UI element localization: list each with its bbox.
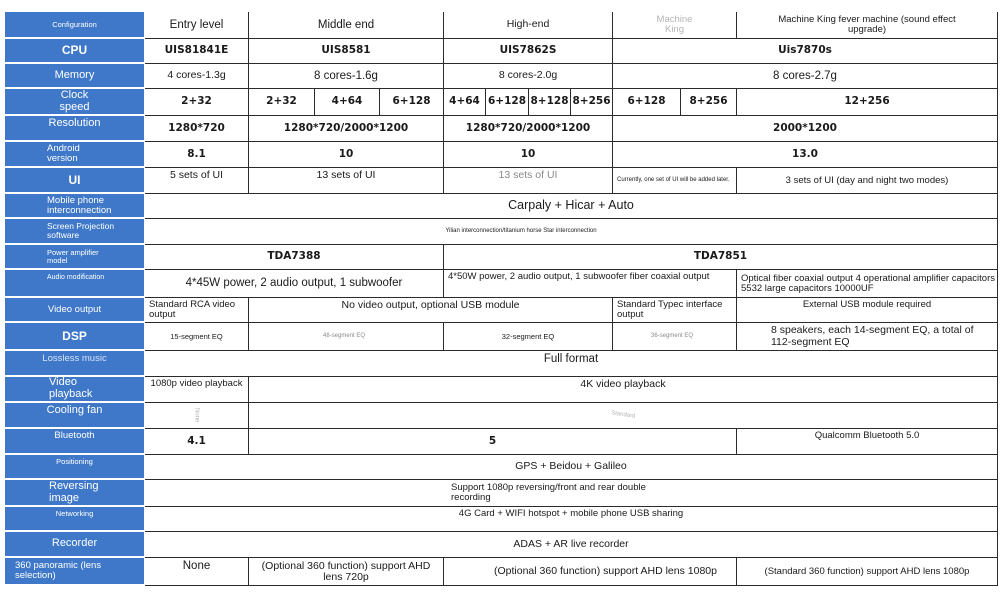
panoramic-high: (Optional 360 function) support AHD lens 1080p <box>444 558 737 586</box>
clock-value: 8+256 <box>571 89 613 116</box>
label-mobile-interconnection: Mobile phone interconnection <box>5 194 145 219</box>
screen-projection-value: Yilian interconnection/titanium horse Star interconnection <box>145 219 998 245</box>
label-memory: Memory <box>5 64 145 89</box>
cpu-high: UIS7862S <box>444 39 613 64</box>
clock-value: 6+128 <box>380 89 444 116</box>
positioning-value: GPS + Beidou + Galileo <box>145 455 998 480</box>
tier-middle-end: Middle end <box>249 12 444 39</box>
android-middle: 10 <box>249 142 444 168</box>
dsp-machine-king: 36-segment EQ <box>613 323 737 351</box>
recorder-value: ADAS + AR live recorder <box>145 532 998 558</box>
video-output-fever: External USB module required <box>737 298 998 323</box>
cpu-top: Uis7870s <box>613 39 998 64</box>
label-resolution: Resolution <box>5 116 145 142</box>
ui-machine-king: Currently, one set of UI will be added later. <box>613 168 737 194</box>
bluetooth-middle: 5 <box>249 429 737 455</box>
panoramic-entry: None <box>145 558 249 586</box>
lossless-music-value: Full format <box>145 351 998 377</box>
clock-value: 12+256 <box>737 89 998 116</box>
tier-fever-machine: Machine King fever machine (sound effect upgrade) <box>737 12 998 39</box>
resolution-entry: 1280*720 <box>145 116 249 142</box>
cpu-middle: UIS8581 <box>249 39 444 64</box>
label-audio-modification: Audio modification <box>5 270 145 298</box>
label-lossless-music: Lossless music <box>5 351 145 377</box>
android-top: 13.0 <box>613 142 998 168</box>
dsp-fever: 8 speakers, each 14-segment EQ, a total of 112-segment EQ <box>737 323 998 351</box>
dsp-high: 32-segment EQ <box>444 323 613 351</box>
label-video-output: Video output <box>5 298 145 323</box>
cpu-entry: UIS81841E <box>145 39 249 64</box>
label-video-playback: Video playback <box>5 377 145 403</box>
memory-middle: 8 cores-1.6g <box>249 64 444 89</box>
clock-value: 6+128 <box>486 89 529 116</box>
resolution-top: 2000*1200 <box>613 116 998 142</box>
clock-value: 2+32 <box>145 89 249 116</box>
label-dsp: DSP <box>5 323 145 351</box>
cooling-fan-entry: None <box>145 403 249 429</box>
label-configuration: Configuration <box>5 12 145 39</box>
video-output-machine-king: Standard Typec interface output <box>613 298 737 323</box>
dsp-middle: 48-segment EQ <box>249 323 444 351</box>
bluetooth-fever: Qualcomm Bluetooth 5.0 <box>737 429 998 455</box>
label-positioning: Positioning <box>5 455 145 480</box>
ui-high: 13 sets of UI <box>444 168 613 194</box>
audio-entry: 4*45W power, 2 audio output, 1 subwoofer <box>145 270 444 298</box>
resolution-middle: 1280*720/2000*1200 <box>249 116 444 142</box>
android-high: 10 <box>444 142 613 168</box>
mobile-interconnection-value: Carpaly + Hicar + Auto <box>145 194 998 219</box>
label-cpu: CPU <box>5 39 145 64</box>
video-output-middle: No video output, optional USB module <box>249 298 613 323</box>
clock-value: 4+64 <box>315 89 380 116</box>
clock-value: 8+128 <box>529 89 571 116</box>
clock-value: 6+128 <box>613 89 681 116</box>
label-recorder: Recorder <box>5 532 145 558</box>
spec-comparison-table <box>5 12 998 586</box>
tier-high-end: High-end <box>444 12 613 39</box>
reversing-image-value: Support 1080p reversing/front and rear double recording <box>145 480 998 507</box>
dsp-entry: 15-segment EQ <box>145 323 249 351</box>
clock-value: 4+64 <box>444 89 486 116</box>
label-ui: UI <box>5 168 145 194</box>
label-networking: Networking <box>5 507 145 532</box>
label-reversing-image: Reversing image <box>5 480 145 507</box>
panoramic-top: (Standard 360 function) support AHD lens 1080p <box>737 558 998 586</box>
memory-entry: 4 cores-1.3g <box>145 64 249 89</box>
panoramic-middle: (Optional 360 function) support AHD lens 720p <box>249 558 444 586</box>
audio-high: 4*50W power, 2 audio output, 1 subwoofer fiber coaxial output <box>444 270 737 298</box>
label-clock-speed: Clock speed <box>5 89 145 116</box>
label-android-version: Android version <box>5 142 145 168</box>
label-cooling-fan: Cooling fan <box>5 403 145 429</box>
resolution-high: 1280*720/2000*1200 <box>444 116 613 142</box>
video-output-entry: Standard RCA video output <box>145 298 249 323</box>
label-360-panoramic: 360 panoramic (lens selection) <box>5 558 145 586</box>
clock-value: 8+256 <box>681 89 737 116</box>
ui-middle: 13 sets of UI <box>249 168 444 194</box>
power-amplifier-left: TDA7388 <box>145 245 444 270</box>
memory-high: 8 cores-2.0g <box>444 64 613 89</box>
android-entry: 8.1 <box>145 142 249 168</box>
label-bluetooth: Bluetooth <box>5 429 145 455</box>
cooling-fan-rest: Standard <box>249 403 998 429</box>
memory-top: 8 cores-2.7g <box>613 64 998 89</box>
networking-value: 4G Card + WIFI hotspot + mobile phone USB sharing <box>145 507 998 532</box>
ui-entry: 5 sets of UI <box>145 168 249 194</box>
label-screen-projection: Screen Projection software <box>5 219 145 245</box>
video-playback-entry: 1080p video playback <box>145 377 249 403</box>
video-playback-rest: 4K video playback <box>249 377 998 403</box>
audio-top: Optical fiber coaxial output 4 operational amplifier capacitors 5532 large capacitors 10000UF <box>737 270 998 298</box>
label-power-amplifier: Power amplifier model <box>5 245 145 270</box>
power-amplifier-right: TDA7851 <box>444 245 998 270</box>
tier-machine-king: Machine King <box>613 12 737 39</box>
ui-fever: 3 sets of UI (day and night two modes) <box>737 168 998 194</box>
clock-value: 2+32 <box>249 89 315 116</box>
tier-entry-level: Entry level <box>145 12 249 39</box>
bluetooth-entry: 4.1 <box>145 429 249 455</box>
